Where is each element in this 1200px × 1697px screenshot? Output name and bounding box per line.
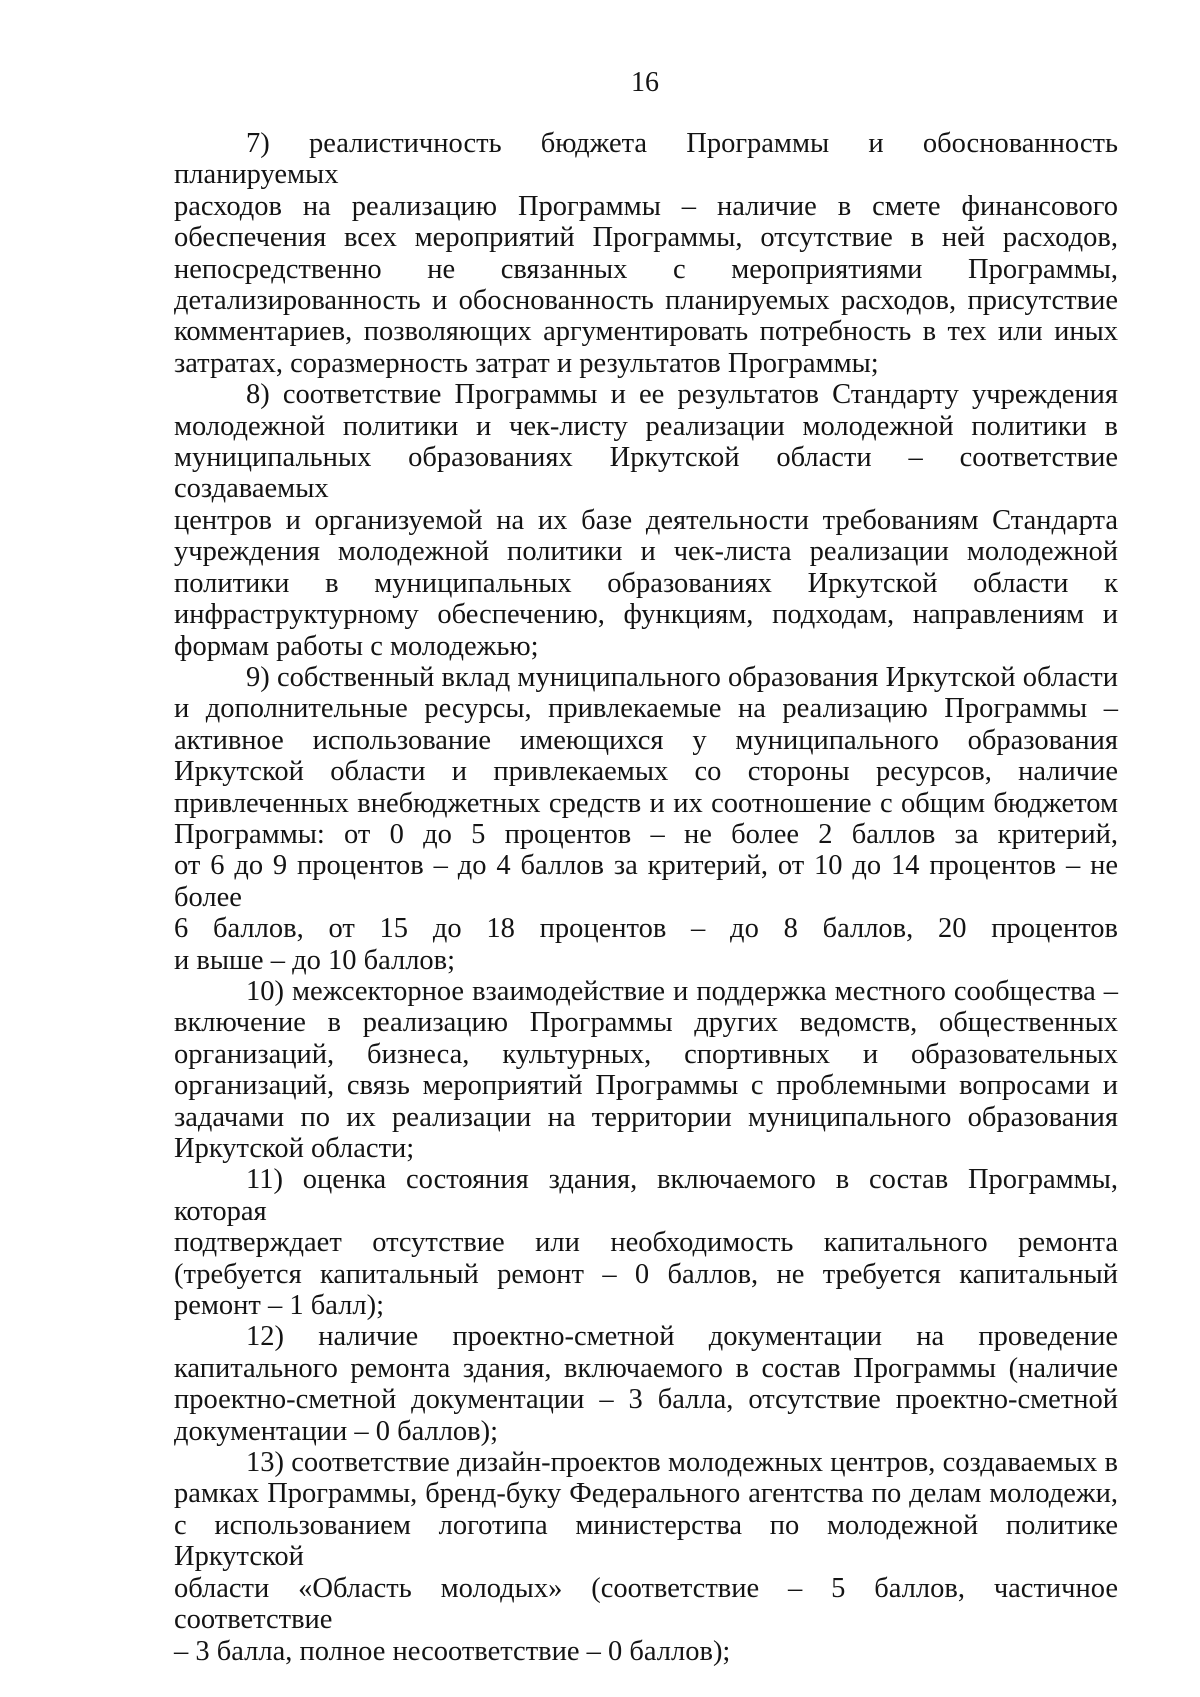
text-line: Иркутской области и привлекаемых со стороны ресурсов, наличие — [174, 756, 1118, 788]
text-line: Программы: от 0 до 5 процентов – не более 2 баллов за критерий, — [174, 818, 1118, 850]
text-line: проектно-сметной документации – 3 балла, отсутствие проектно-сметной — [174, 1384, 1118, 1416]
text-line: организаций, бизнеса, культурных, спортивных и образовательных — [174, 1038, 1118, 1070]
text-line: 10) межсекторное взаимодействие и поддержка местного сообщества – — [246, 975, 1118, 1007]
text-line: молодежной политики и чек-листу реализации молодежной политики в — [174, 410, 1118, 442]
text-line: области «Область молодых» (соответствие – 5 баллов, частичное соответствие — [174, 1572, 1118, 1636]
text-line: 7) реалистичность бюджета Программы и обоснованность планируемых — [174, 128, 1118, 191]
text-line: задачами по их реализации на территории муниципального образования — [174, 1101, 1118, 1133]
paragraph-item-8 — [174, 379, 1118, 662]
text-line: центров и организуемой на их базе деятельности требованиям Стандарта — [174, 504, 1118, 536]
text-line: 13) соответствие дизайн-проектов молодежных центров, создаваемых в — [246, 1447, 1118, 1479]
document-body — [174, 128, 1118, 1667]
text-line: муниципальных образованиях Иркутской области – соответствие создаваемых — [174, 442, 1118, 505]
text-line: политики в муниципальных образованиях Иркутской области к — [174, 567, 1118, 599]
paragraph-item-9 — [174, 662, 1118, 976]
text-line: рамках Программы, бренд-буку Федерального агентства по делам молодежи, — [174, 1478, 1118, 1510]
text-line: и дополнительные ресурсы, привлекаемые на реализацию Программы – — [174, 693, 1118, 725]
text-line: инфраструктурному обеспечению, функциям, подходам, направлениям и — [174, 599, 1118, 631]
text-line: организаций, связь мероприятий Программы с проблемными вопросами и — [174, 1070, 1118, 1102]
text-line: непосредственно не связанных с мероприятиями Программы, — [174, 253, 1118, 285]
text-line: включение в реализацию Программы других ведомств, общественных — [174, 1007, 1118, 1039]
text-line: документации – 0 баллов); — [174, 1415, 499, 1447]
text-line: обеспечения всех мероприятий Программы, отсутствие в ней расходов, — [174, 222, 1118, 254]
text-line: ремонт – 1 балл); — [174, 1290, 385, 1322]
paragraph-item-11 — [174, 1164, 1118, 1321]
paragraph-item-13 — [174, 1447, 1118, 1667]
text-line: 8) соответствие Программы и ее результатов Стандарту учреждения — [246, 379, 1118, 411]
text-line: Иркутской области; — [174, 1133, 415, 1164]
paragraph-item-10 — [174, 976, 1118, 1164]
paragraph-item-12 — [174, 1321, 1118, 1447]
text-line: подтверждает отсутствие или необходимость капитального ремонта — [174, 1227, 1118, 1259]
text-line: от 6 до 9 процентов – до 4 баллов за критерий, от 10 до 14 процентов – не более — [174, 850, 1118, 913]
text-line: 11) оценка состояния здания, включаемого в состав Программы, которая — [174, 1164, 1118, 1227]
text-line: комментариев, позволяющих аргументировать потребность в тех или иных — [174, 316, 1118, 348]
text-line: учреждения молодежной политики и чек-листа реализации молодежной — [174, 536, 1118, 568]
text-line: – 3 балла, полное несоответствие – 0 баллов); — [174, 1635, 731, 1667]
text-line: (требуется капитальный ремонт – 0 баллов, не требуется капитальный — [174, 1258, 1118, 1290]
text-line: и выше – до 10 баллов; — [174, 944, 456, 976]
text-line: с использованием логотипа министерства по молодежной политике Иркутской — [174, 1509, 1118, 1573]
paragraph-item-7 — [174, 128, 1118, 379]
page-number: 16 — [631, 67, 659, 98]
text-line: 12) наличие проектно-сметной документации на проведение — [246, 1321, 1118, 1353]
text-line: капитального ремонта здания, включаемого в состав Программы (наличие — [174, 1352, 1118, 1384]
text-line: привлеченных внебюджетных средств и их соотношение с общим бюджетом — [174, 787, 1118, 819]
text-line: формам работы с молодежью; — [174, 630, 539, 662]
text-line: 6 баллов, от 15 до 18 процентов – до 8 баллов, 20 процентов — [174, 913, 1118, 945]
text-line: расходов на реализацию Программы – наличие в смете финансового — [174, 190, 1118, 222]
text-line: затратах, соразмерность затрат и результатов Программы; — [174, 347, 879, 379]
text-line: активное использование имеющихся у муниципального образования — [174, 724, 1118, 756]
text-line: 9) собственный вклад муниципального образования Иркутской области — [246, 661, 1118, 693]
text-line: детализированность и обоснованность планируемых расходов, присутствие — [174, 285, 1118, 317]
